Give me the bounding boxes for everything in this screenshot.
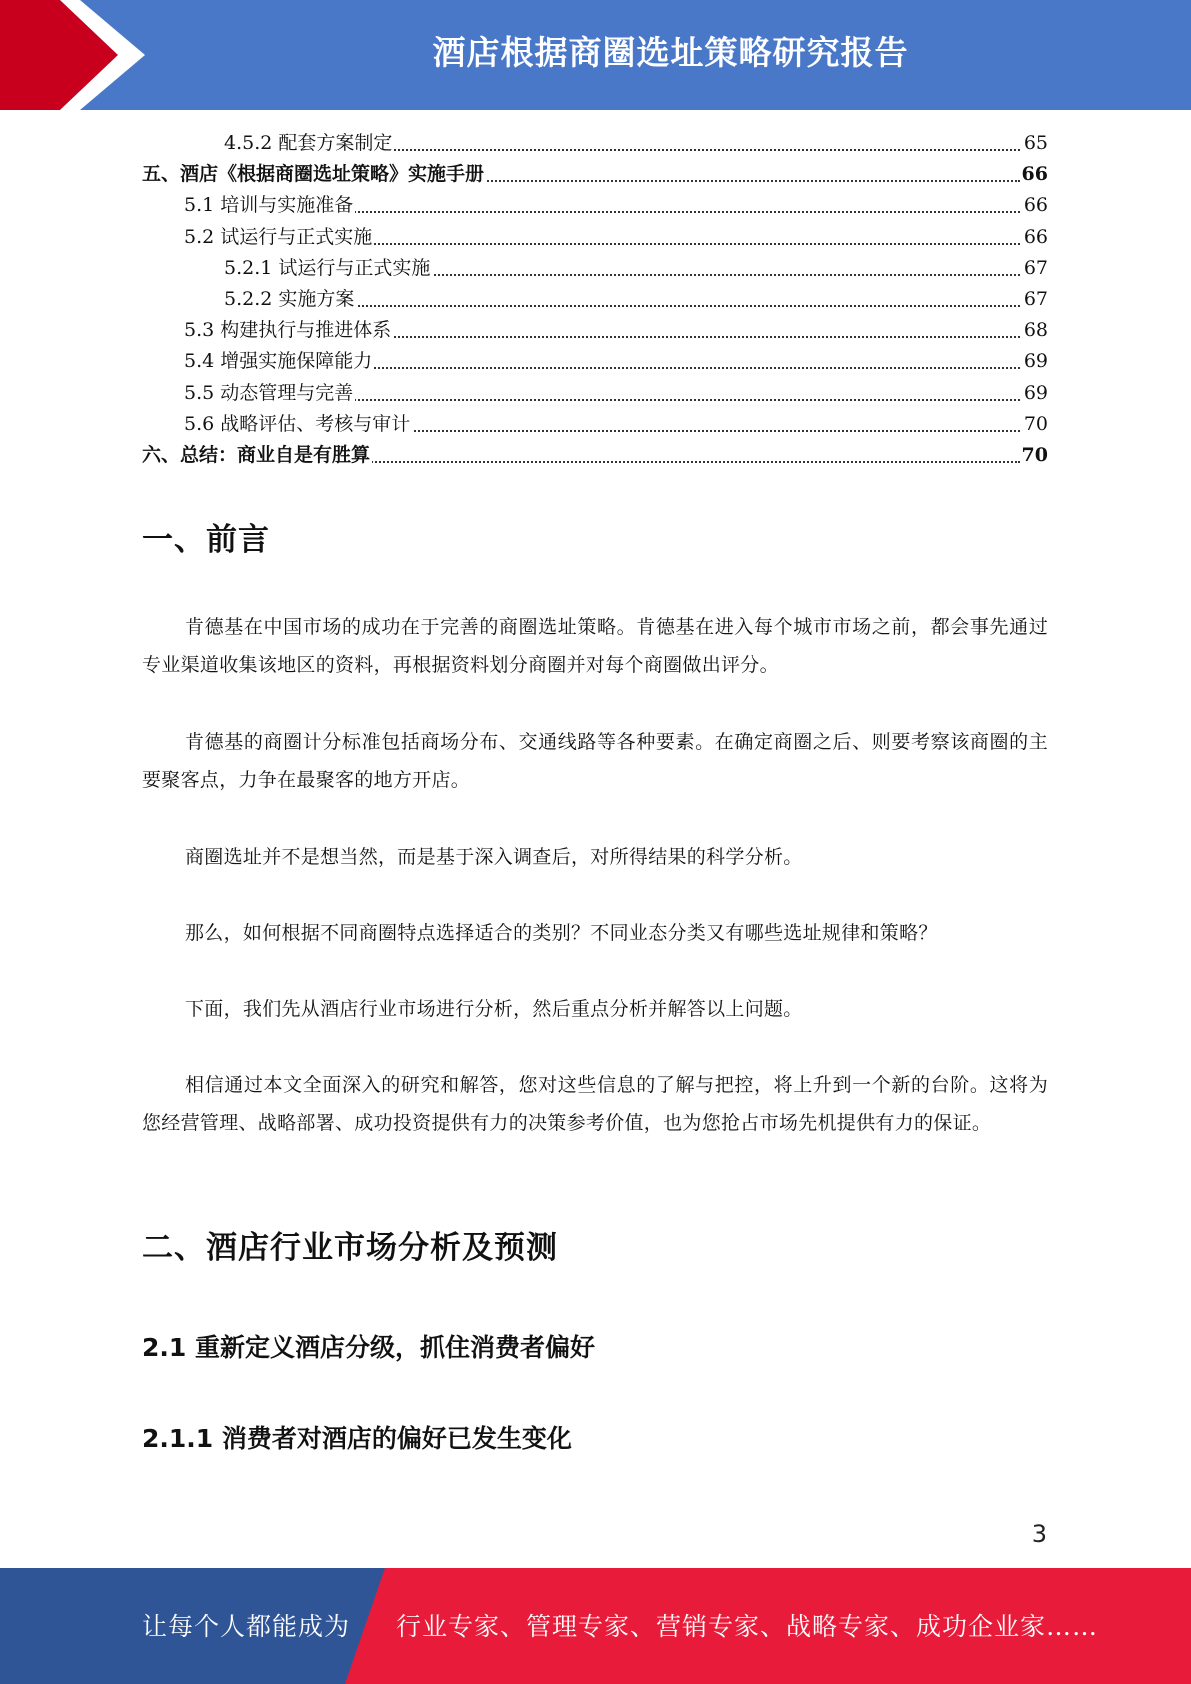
toc-entry-title: 5.4 增强实施保障能力 [184,346,374,377]
header-banner [0,0,1191,110]
toc-entry-page: 67 [1022,284,1048,315]
preface-heading: 一、前言 [142,522,270,558]
preface-paragraph-6: 相信通过本文全面深入的研究和解答，您对这些信息的了解与把控，将上升到一个新的台阶。这将为您经营管理、战略部署、成功投资提供有力的决策参考价值，也为您抢占市场先机提供有力的保证。 [142,1074,1048,1134]
toc-entry[interactable] [142,128,1048,159]
preface-paragraph-4: 那么，如何根据不同商圈特点选择适合的类别？不同业态分类又有哪些选址规律和策略？ [185,922,938,944]
preface-paragraph-2: 肯德基的商圈计分标准包括商场分布、交通线路等各种要素。在确定商圈之后、则要考察该商圈的主要聚客点，力争在最聚客的地方开店。 [142,731,1048,791]
market-analysis-heading: 二、酒店行业市场分析及预测 [142,1230,558,1266]
toc-entry[interactable] [142,159,1048,190]
toc-entry-title: 5.5 动态管理与完善 [184,378,355,409]
toc-entry-page: 69 [1022,346,1048,377]
toc-entry-title: 五、酒店《根据商圈选址策略》实施手册 [142,159,486,190]
toc-entry-title: 5.2.1 试运行与正式实施 [224,253,432,284]
table-of-contents [142,128,1048,471]
toc-entry-title: 5.6 战略评估、考核与审计 [184,409,412,440]
subsection-heading-2-1-1: 2.1.1 消费者对酒店的偏好已发生变化 [142,1424,572,1453]
footer-slogan-left: 让每个人都能成为 [142,1612,351,1641]
toc-entry[interactable] [142,222,1048,253]
toc-entry-title: 六、总结：商业自是有胜算 [142,440,372,471]
toc-entry-page: 66 [1022,190,1048,221]
preface-paragraph-5: 下面，我们先从酒店行业市场进行分析，然后重点分析并解答以上问题。 [185,998,803,1020]
subsection-heading-2-1: 2.1 重新定义酒店分级，抓住消费者偏好 [142,1333,595,1362]
toc-entry[interactable] [142,378,1048,409]
toc-entry-page: 67 [1022,253,1048,284]
toc-entry[interactable] [142,409,1048,440]
toc-entry[interactable] [142,253,1048,284]
toc-entry-title: 5.1 培训与实施准备 [184,190,355,221]
preface-paragraph-1: 肯德基在中国市场的成功在于完善的商圈选址策略。肯德基在进入每个城市市场之前，都会事先通过专业渠道收集该地区的资料，再根据资料划分商圈并对每个商圈做出评分。 [142,616,1048,676]
toc-entry-page: 70 [1022,409,1048,440]
footer-slogan-right: 行业专家、管理专家、营销专家、战略专家、成功企业家…… [396,1612,1099,1641]
toc-entry[interactable] [142,284,1048,315]
toc-entry-page: 70 [1020,440,1048,471]
toc-entry-page: 68 [1022,315,1048,346]
toc-entry-page: 69 [1022,378,1048,409]
toc-entry[interactable] [142,346,1048,377]
preface-paragraph-3: 商圈选址并不是想当然，而是基于深入调查后，对所得结果的科学分析。 [185,846,803,868]
toc-entry[interactable] [142,440,1048,471]
toc-entry[interactable] [142,190,1048,221]
toc-entry-page: 65 [1022,128,1048,159]
toc-entry-title: 4.5.2 配套方案制定 [224,128,394,159]
page-number: 3 [1031,1520,1047,1548]
toc-entry-title: 5.2.2 实施方案 [224,284,356,315]
document-title: 酒店根据商圈选址策略研究报告 [432,33,909,72]
toc-entry-title: 5.3 构建执行与推进体系 [184,315,393,346]
toc-entry-page: 66 [1022,222,1048,253]
toc-entry-title: 5.2 试运行与正式实施 [184,222,374,253]
toc-entry-page: 66 [1020,159,1048,190]
footer-banner [0,1568,1191,1684]
toc-entry[interactable] [142,315,1048,346]
